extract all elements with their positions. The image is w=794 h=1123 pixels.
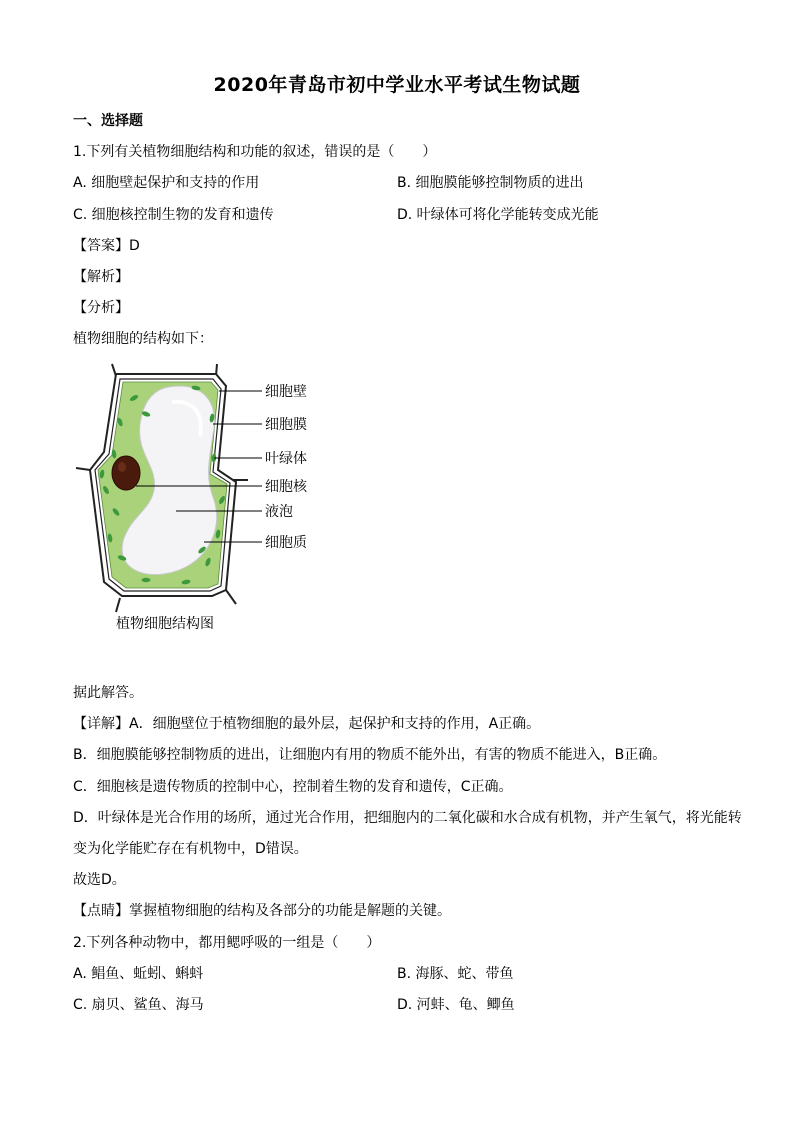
q1-option-a: A. 细胞壁起保护和支持的作用 (73, 175, 260, 191)
q2-stem: 2.下列各种动物中，都用鳃呼吸的一组是（ ） (73, 935, 381, 951)
figure-caption: 植物细胞结构图 (116, 616, 214, 632)
q1-detail-b: B．细胞膜能够控制物质的进出，让细胞内有用的物质不能外出，有害的物质不能进入，B正确。 (73, 747, 667, 763)
q1-basis: 据此解答。 (73, 685, 143, 701)
section-heading: 一、选择题 (73, 113, 143, 129)
q1-analysis-heading: 【解析】 (73, 269, 129, 285)
label-cytoplasm: 细胞质 (265, 535, 307, 551)
q1-detail-a: 【详解】A．细胞壁位于植物细胞的最外层，起保护和支持的作用，A正确。 (73, 716, 541, 732)
q2-option-b: B. 海豚、蛇、带鱼 (397, 966, 514, 982)
q1-detail-d-line1: D．叶绿体是光合作用的场所，通过光合作用，把细胞内的二氧化碳和水合成有机物，并产生氧气，将光能转 (73, 810, 742, 826)
page-title: 2020年青岛市初中学业水平考试生物试题 (213, 74, 581, 96)
q1-fenxi-heading: 【分析】 (73, 300, 129, 316)
q2-option-d: D. 河蚌、龟、鲫鱼 (397, 997, 515, 1013)
nucleolus (118, 462, 126, 472)
q1-option-b: B. 细胞膜能够控制物质的进出 (397, 175, 584, 191)
plant-cell-figure (76, 362, 326, 637)
q1-choose: 故选D。 (73, 872, 126, 888)
label-cell-membrane: 细胞膜 (265, 417, 307, 433)
q1-stem: 1.下列有关植物细胞结构和功能的叙述，错误的是（ ） (73, 144, 437, 160)
nucleus (112, 456, 140, 490)
label-nucleus: 细胞核 (265, 479, 307, 495)
label-vacuole: 液泡 (265, 504, 293, 520)
q2-option-a: A. 鲳鱼、蚯蚓、蝌蚪 (73, 966, 204, 982)
q1-tip: 【点睛】掌握植物细胞的结构及各部分的功能是解题的关键。 (73, 903, 451, 919)
q1-detail-d-line2: 变为化学能贮存在有机物中，D错误。 (73, 841, 308, 857)
label-chloroplast: 叶绿体 (265, 451, 307, 467)
q1-option-c: C. 细胞核控制生物的发育和遗传 (73, 207, 274, 223)
q1-structure-intro: 植物细胞的结构如下： (73, 331, 213, 347)
label-cell-wall: 细胞壁 (265, 384, 307, 400)
q2-option-c: C. 扇贝、鲨鱼、海马 (73, 997, 204, 1013)
q1-answer: 【答案】D (73, 238, 140, 254)
q1-option-d: D. 叶绿体可将化学能转变成光能 (397, 207, 599, 223)
q1-detail-c: C．细胞核是遗传物质的控制中心，控制着生物的发育和遗传，C正确。 (73, 779, 513, 795)
